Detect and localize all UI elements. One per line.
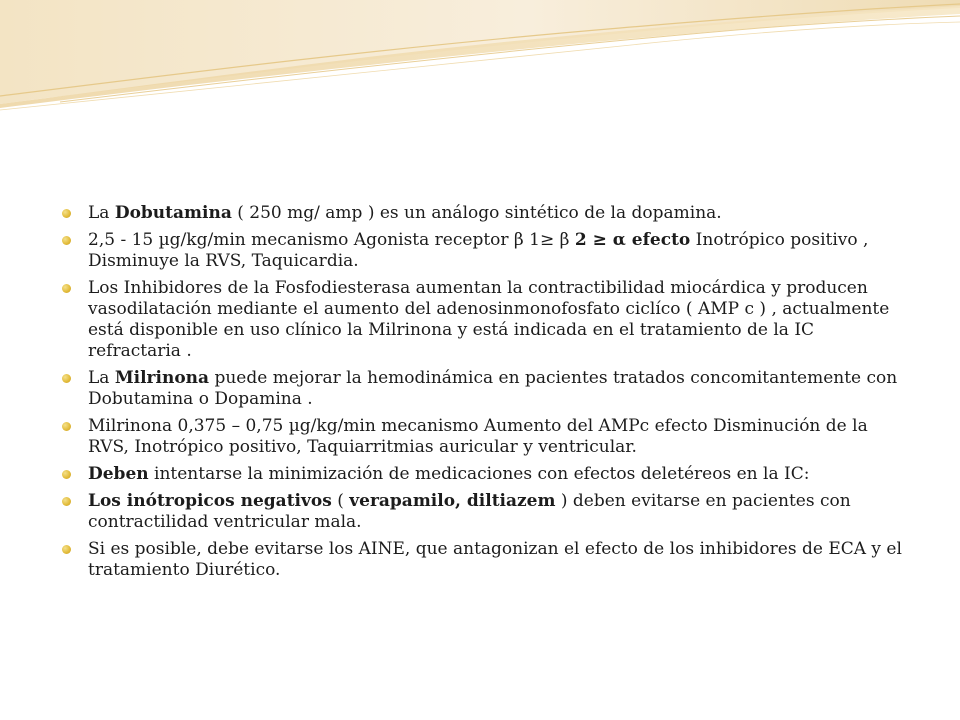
bullet-dot-icon	[62, 236, 71, 245]
bold-text: verapamilo, diltiazem	[349, 491, 556, 511]
bullet-dot-icon	[62, 422, 71, 431]
bullet-item-4	[62, 368, 912, 410]
text: Inotrópico positivo , Disminuye la RVS, Taquicardia.	[88, 230, 869, 271]
bullet-content	[62, 203, 912, 587]
bullet-item-2	[62, 230, 912, 272]
text: 2,5 - 15 µg/kg/min mecanismo Agonista receptor β 1≥ β	[88, 230, 575, 250]
text: La	[88, 203, 115, 223]
text: Los Inhibidores de la Fosfodiesterasa aumentan la contractibilidad miocárdica y producen vasodilatación mediante el aumento del adenosinmonofosfato ciclíco ( AMP c ) , actualmente está disponible en uso clínico la Milrinona y está indicada en el tratamiento de la IC refractaria .	[88, 278, 890, 361]
bullet-item-5	[62, 416, 912, 458]
bold-text: Milrinona	[114, 368, 210, 388]
text: intentarse la minimización de medicaciones con efectos deletéreos en la IC:	[148, 464, 810, 484]
text: Si es posible, debe evitarse los AINE, que antagonizan el efecto de los inhibidores de ECA y el tratamiento Diurético.	[88, 539, 902, 580]
bold-text: Dobutamina	[114, 203, 232, 223]
header-decorative-band	[0, 0, 960, 120]
text: ) deben evitarse en pacientes con contractilidad ventricular mala.	[88, 491, 851, 532]
text: ( 250 mg/ amp ) es un análogo sintético de la dopamina.	[231, 203, 722, 223]
bold-text: Deben	[88, 464, 149, 484]
bullet-dot-icon	[62, 497, 71, 506]
bullet-dot-icon	[62, 284, 71, 293]
text: puede mejorar la hemodinámica en pacientes tratados concomitantemente con Dobutamina o Dopamina .	[88, 368, 898, 409]
bold-text: Los inótropicos negativos	[88, 491, 332, 511]
bullet-item-8	[62, 539, 912, 581]
bullet-item-6	[62, 464, 912, 485]
bold-text: 2 ≥ α efecto	[574, 230, 691, 250]
bullet-item-1	[62, 203, 912, 224]
bullet-item-3	[62, 278, 912, 362]
bullet-list	[62, 203, 912, 581]
bullet-dot-icon	[62, 470, 71, 479]
text: (	[331, 491, 350, 511]
bullet-dot-icon	[62, 374, 71, 383]
text: Milrinona 0,375 – 0,75 µg/kg/min mecanismo Aumento del AMPc efecto Disminución de la RVS, Inotrópico positivo, Taquiarritmias auricular y ventricular.	[88, 416, 868, 457]
text: La	[88, 368, 115, 388]
bullet-dot-icon	[62, 545, 71, 554]
bullet-dot-icon	[62, 209, 71, 218]
bullet-item-7	[62, 491, 912, 533]
